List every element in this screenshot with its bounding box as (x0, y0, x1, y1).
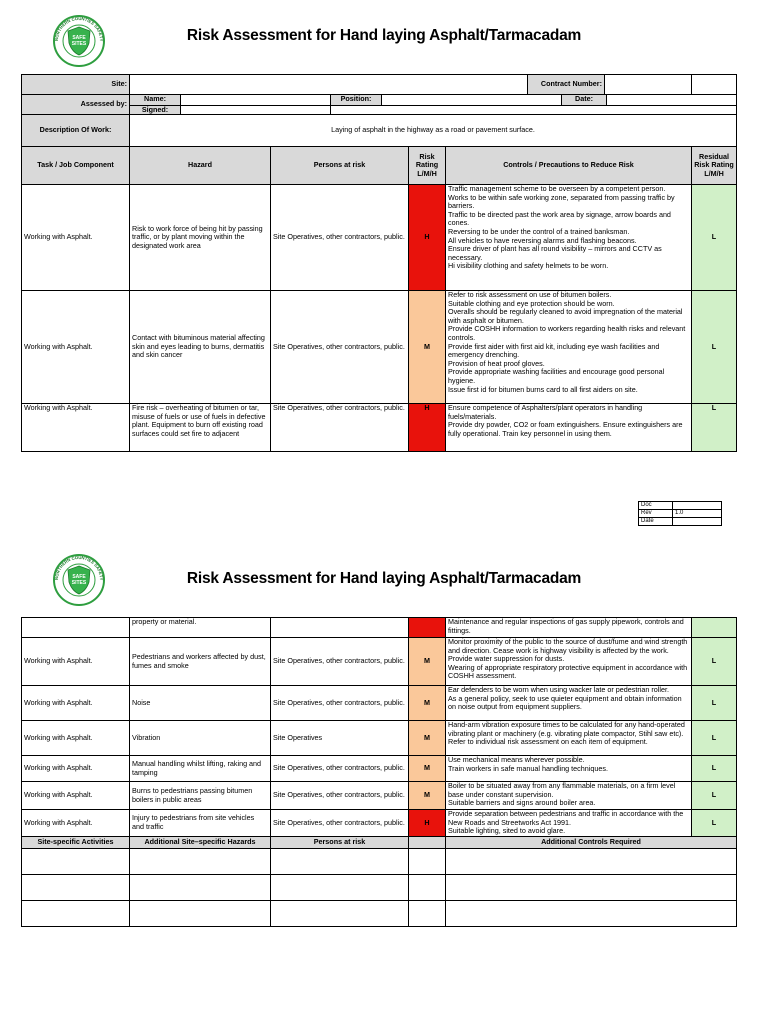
task-cell: Working with Asphalt. (22, 782, 130, 810)
control-line: Boiler to be situated away from any flammable materials, on a firm level base under constant supervision. (448, 781, 676, 799)
rows-page1 (22, 185, 737, 452)
date-label: Date: (562, 95, 607, 105)
residual-rating-cell: L (692, 686, 737, 721)
residual-rating-cell: L (692, 185, 737, 291)
control-line: Hand-arm vibration exposure times to be calculated for any hand-operated vibrating plant or machinery (e.g. vibrating plate compactor, Stihl saw etc). Refer to individual risk assessment on each item of equipment. (448, 720, 685, 747)
doc-value (673, 502, 722, 510)
site-specific-row[interactable] (22, 848, 737, 874)
site-specific-row[interactable] (22, 900, 737, 926)
task-cell: Working with Asphalt. (22, 638, 130, 686)
controls-cell (446, 291, 692, 404)
logo-safe-text: SAFE (72, 35, 86, 41)
control-line: Use mechanical means wherever possible. (448, 755, 585, 764)
col-hazard-header: Hazard (130, 147, 271, 185)
site-controls-header: Additional Controls Required (446, 836, 737, 848)
controls-cell (446, 686, 692, 721)
residual-rating-cell: L (692, 756, 737, 782)
task-cell: Working with Asphalt. (22, 686, 130, 721)
task-cell (22, 618, 130, 638)
site-hazards-header: Additional Site–specific Hazards (130, 836, 271, 848)
hazard-cell: Pedestrians and workers affected by dust, fumes and smoke (130, 638, 271, 686)
name-label: Name: (130, 95, 181, 105)
site-persons-header: Persons at risk (271, 836, 409, 848)
control-line: As a general policy, seek to use quieter equipment and obtain information on noise output from equipment suppliers. (448, 693, 682, 712)
risk-rating-cell: H (409, 810, 446, 837)
control-line: Maintenance and regular inspections of gas supply pipework, controls and fittings. (448, 617, 684, 635)
risk-rating-cell: M (409, 686, 446, 721)
risk-rating-cell: M (409, 291, 446, 404)
risk-table-page1 (21, 74, 737, 452)
position-field[interactable] (382, 95, 562, 105)
risk-rating-cell: H (409, 185, 446, 291)
date-field[interactable] (607, 95, 737, 105)
table-row (22, 185, 737, 291)
logo-sites-text: SITES (71, 41, 87, 47)
hazard-cell: Fire risk – overheating of bitumen or tar, misuse of fuels or use of fuels in defective plant. Equipment to burn off existing road surfaces could set fire to adjacent (130, 404, 271, 452)
rev-label: Rev (639, 510, 673, 518)
table-row (22, 618, 737, 638)
control-line: Ensure competence of Asphalters/plant operators in handling fuels/materials. (448, 403, 643, 421)
task-cell: Working with Asphalt. (22, 721, 130, 756)
col-residual-header: Residual Risk Rating L/M/H (692, 147, 737, 185)
control-line: Overalls should be regularly cleaned to avoid impregnation of the material with asphalt or bitumen. (448, 307, 683, 325)
task-cell: Working with Asphalt. (22, 404, 130, 452)
control-line: Refer to risk assessment on use of bitumen boilers. (448, 290, 612, 300)
hazard-cell: Noise (130, 686, 271, 721)
rev-value: 1.0 (673, 510, 722, 518)
risk-rating-cell (409, 618, 446, 638)
control-line: Traffic to be directed past the work area by signage, arrow boards and cones. (448, 209, 671, 228)
controls-cell (446, 638, 692, 686)
description-value: Laying of asphalt in the highway as a road or pavement surface. (130, 115, 737, 147)
task-cell: Working with Asphalt. (22, 810, 130, 837)
controls-cell (446, 185, 692, 291)
col-task-header: Task / Job Component (22, 147, 130, 185)
residual-rating-cell (692, 618, 737, 638)
persons-cell: Site Operatives, other contractors, public. (271, 686, 409, 721)
persons-cell: Site Operatives, other contractors, public. (271, 638, 409, 686)
residual-rating-cell: L (692, 782, 737, 810)
site-risk-header-blank (409, 836, 446, 848)
assessed-by-grid (130, 95, 737, 115)
control-line: Reversing to be under the control of a trained banksman. (448, 227, 630, 237)
task-cell: Working with Asphalt. (22, 185, 130, 291)
persons-cell: Site Operatives, other contractors, public. (271, 404, 409, 452)
page-title: Risk Assessment for Hand laying Asphalt/Tarmacadam (186, 27, 582, 44)
persons-cell (271, 618, 409, 638)
table-row (22, 721, 737, 756)
residual-rating-cell: L (692, 638, 737, 686)
persons-cell: Site Operatives (271, 721, 409, 756)
signed-label: Signed: (130, 105, 181, 114)
table-row (22, 810, 737, 837)
risk-rating-cell: H (409, 404, 446, 452)
control-line: Ear defenders to be worn when using wacker late or pedestrian roller. (448, 685, 669, 694)
date-box-label: Date (639, 518, 673, 526)
table-row (22, 782, 737, 810)
hazard-cell: Contact with bituminous material affecting skin and eyes leading to burns, dermatitis and skin cancer (130, 291, 271, 404)
risk-rating-cell: M (409, 756, 446, 782)
signed-field[interactable] (181, 105, 331, 114)
control-line: Traffic management scheme to be overseen by a competent person. (448, 184, 666, 194)
contract-number-label: Contract Number: (528, 75, 605, 94)
control-line: Provide dry powder, CO2 or foam extinguishers. Ensure extinguishers are fully operational. Train key personnel in using them. (448, 420, 683, 438)
position-label: Position: (331, 95, 382, 105)
hazard-cell: Risk to work force of being hit by passing traffic, or by plant moving within the designated work area (130, 185, 271, 291)
signed-field-rest[interactable] (331, 105, 737, 114)
logo-ring-text: NORTHERN COUNTIES SAFETY (53, 554, 105, 581)
persons-cell: Site Operatives, other contractors, public. (271, 185, 409, 291)
control-line: Train workers in safe manual handling techniques. (448, 763, 608, 773)
residual-rating-cell: L (692, 404, 737, 452)
control-line: Provide first aider with first aid kit, including eye wash facilities and emergency drenching. (448, 341, 660, 360)
table-row (22, 291, 737, 404)
site-field[interactable] (130, 75, 528, 94)
risk-table-page2 (21, 617, 737, 927)
site-specific-row[interactable] (22, 874, 737, 900)
controls-cell (446, 721, 692, 756)
controls-cell (446, 618, 692, 638)
col-risk-header: Risk Rating L/M/H (409, 147, 446, 185)
table-row (22, 756, 737, 782)
control-line: Hi visibility clothing and safety helmets to be worn. (448, 261, 609, 271)
site-activities-header: Site-specific Activities (22, 836, 130, 848)
logo-ring-text: NORTHERN COUNTIES SAFETY (53, 15, 105, 42)
control-line: Suitable lighting, sited to avoid glare. (448, 826, 566, 836)
name-field[interactable] (181, 95, 331, 105)
control-line: Provide separation between pedestrians and traffic in accordance with the New Roads and Streetworks Act 1991. (448, 809, 684, 827)
table-row (22, 638, 737, 686)
controls-cell (446, 782, 692, 810)
date-box-value (673, 518, 722, 526)
logo-safe-text: SAFE (72, 574, 86, 580)
control-line: Issue first id for bitumen burns card to all first aiders on site. (448, 384, 638, 394)
control-line: All vehicles to have reversing alarms and flashing beacons. (448, 235, 637, 245)
controls-cell (446, 404, 692, 452)
risk-rating-cell: M (409, 782, 446, 810)
hazard-cell: Burns to pedestrians passing bitumen boilers in public areas (130, 782, 271, 810)
page-title-2: Risk Assessment for Hand laying Asphalt/Tarmacadam (186, 570, 582, 587)
controls-cell (446, 810, 692, 837)
doc-revision-box (638, 501, 722, 526)
task-cell: Working with Asphalt. (22, 291, 130, 404)
risk-rating-cell: M (409, 638, 446, 686)
contract-number-field-end[interactable] (692, 75, 737, 95)
hazard-cell: Injury to pedestrians from site vehicles and traffic (130, 810, 271, 837)
description-label: Description Of Work: (22, 115, 130, 147)
persons-cell: Site Operatives, other contractors, public. (271, 291, 409, 404)
hazard-cell: property or material. (130, 618, 271, 638)
control-line: Suitable clothing and eye protection should be worn. (448, 298, 615, 308)
hazard-cell: Manual handling whilst lifting, raking and tamping (130, 756, 271, 782)
contract-number-field[interactable] (605, 75, 692, 94)
controls-cell (446, 756, 692, 782)
control-line: Works to be within safe working zone, separated from passing traffic by barriers. (448, 192, 675, 211)
doc-label: Doc (639, 502, 673, 510)
residual-rating-cell: L (692, 291, 737, 404)
residual-rating-cell: L (692, 810, 737, 837)
control-line: Monitor proximity of the public to the source of dust/fume and wind strength and direction. Cease work is highway visibility is affected by the work. Provide water suppression for dusts. (448, 637, 688, 664)
control-line: Ensure driver of plant has all round visibility – mirrors and CCTV as necessary. (448, 244, 662, 262)
logo-sites-text: SITES (71, 580, 87, 586)
site-label: Site: (22, 75, 130, 95)
control-line: Wearing of appropriate respiratory protective equipment in accordance with COSHH assessment. (448, 662, 688, 681)
persons-cell: Site Operatives, other contractors, public. (271, 756, 409, 782)
persons-cell: Site Operatives, other contractors, public. (271, 782, 409, 810)
task-cell: Working with Asphalt. (22, 756, 130, 782)
control-line: Provide COSHH information to workers regarding health risks and relevant controls. (448, 324, 686, 343)
control-line: Provide appropriate washing facilities and encourage good personal hygiene. (448, 367, 665, 386)
site-field-row (130, 75, 692, 95)
rows-page2 (22, 618, 737, 837)
residual-rating-cell: L (692, 721, 737, 756)
control-line: Suitable barriers and signs around boiler area. (448, 798, 596, 808)
col-persons-header: Persons at risk (271, 147, 409, 185)
risk-rating-cell: M (409, 721, 446, 756)
control-line: Provision of heat proof gloves. (448, 358, 545, 368)
hazard-cell: Vibration (130, 721, 271, 756)
table-row (22, 404, 737, 452)
col-controls-header: Controls / Precautions to Reduce Risk (446, 147, 692, 185)
table-row (22, 686, 737, 721)
assessed-by-label: Assessed by: (22, 95, 130, 115)
persons-cell: Site Operatives, other contractors, public. (271, 810, 409, 837)
